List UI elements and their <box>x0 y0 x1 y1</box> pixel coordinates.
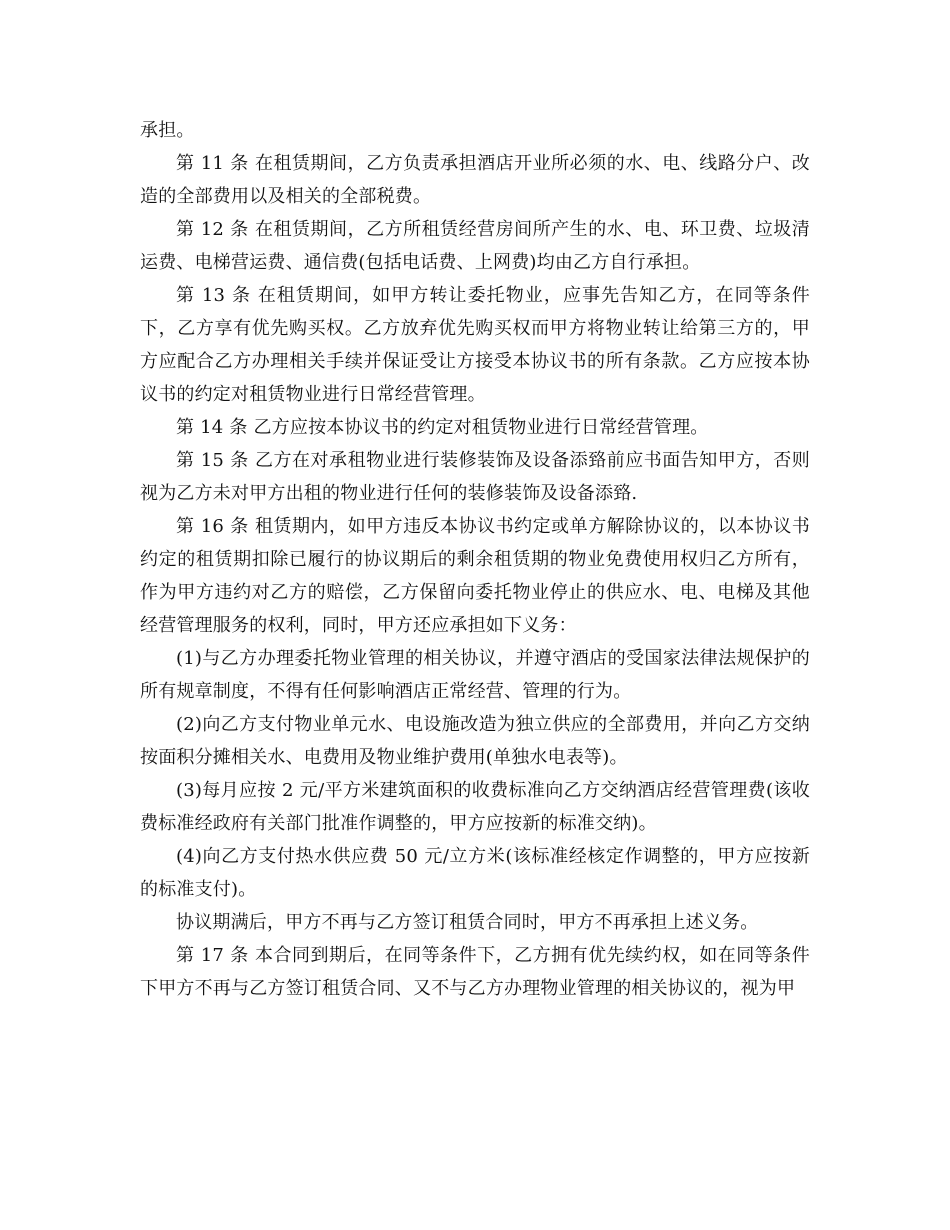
paragraph-article-15: 第 15 条 乙方在对承租物业进行装修装饰及设备添臵前应书面告知甲方，否则视为乙方未对甲方出租的物业进行任何的装修装饰及设备添臵. <box>140 450 810 504</box>
paragraph-article-11: 第 11 条 在租赁期间，乙方负责承担酒店开业所必须的水、电、线路分户、改造的全部费用以及相关的全部税费。 <box>140 153 810 207</box>
document-body <box>140 114 810 1005</box>
paragraph-article-16: 第 16 条 租赁期内，如甲方违反本协议书约定或单方解除协议的，以本协议书约定的租赁期扣除已履行的协议期后的剩余租赁期的物业免费使用权归乙方所有，作为甲方违约对乙方的赔偿，乙方保留向委托物业停止的供应水、电、电梯及其他经营管理服务的权利，同时，甲方还应承担如下义务： <box>140 516 810 636</box>
paragraph-expiry-note: 协议期满后，甲方不再与乙方签订租赁合同时，甲方不再承担上述义务。 <box>176 912 759 933</box>
paragraph-obligation-4: (4)向乙方支付热水供应费 50 元/立方米(该标准经核定作调整的，甲方应按新的标准支付)。 <box>140 846 810 900</box>
paragraph-obligation-3: (3)每月应按 2 元/平方米建筑面积的收费标准向乙方交纳酒店经营管理费(该收费标准经政府有关部门批准作调整的，甲方应按新的标准交纳)。 <box>140 780 810 834</box>
paragraph-article-13: 第 13 条 在租赁期间，如甲方转让委托物业，应事先告知乙方，在同等条件下，乙方享有优先购买权。乙方放弃优先购买权而甲方将物业转让给第三方的，甲方应配合乙方办理相关手续并保证受让方接受本协议书的所有条款。乙方应按本协议书的约定对租赁物业进行日常经营管理。 <box>140 285 810 405</box>
paragraph-obligation-1: (1)与乙方办理委托物业管理的相关协议，并遵守酒店的受国家法律法规保护的所有规章制度，不得有任何影响酒店正常经营、管理的行为。 <box>140 648 810 702</box>
paragraph-article-12: 第 12 条 在租赁期间，乙方所租赁经营房间所产生的水、电、环卫费、垃圾清运费、电梯营运费、通信费(包括电话费、上网费)均由乙方自行承担。 <box>140 219 810 273</box>
paragraph-article-14: 第 14 条 乙方应按本协议书的约定对租赁物业进行日常经营管理。 <box>176 417 709 438</box>
paragraph-obligation-2: (2)向乙方支付物业单元水、电设施改造为独立供应的全部费用，并向乙方交纳按面积分摊相关水、电费用及物业维护费用(单独水电表等)。 <box>140 714 810 768</box>
paragraph-article-17: 第 17 条 本合同到期后，在同等条件下，乙方拥有优先续约权，如在同等条件下甲方不再与乙方签订租赁合同、又不与乙方办理物业管理的相关协议的，视为甲 <box>140 945 810 999</box>
paragraph-continuation: 承担。 <box>140 120 195 141</box>
